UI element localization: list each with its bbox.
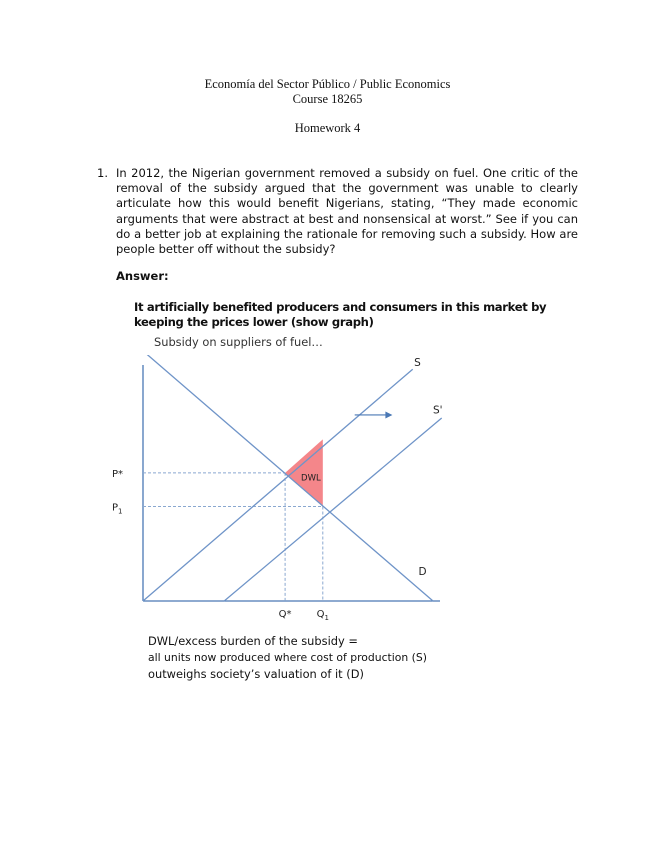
label-Q-star: Q* bbox=[278, 609, 292, 620]
note-line-3: outweighs society’s valuation of it (D) bbox=[148, 667, 364, 681]
answer-bold-text: It artificially benefited producers and consumers in this market by keeping the prices lower (show graph) bbox=[134, 300, 547, 330]
shift-arrow-head bbox=[385, 411, 392, 418]
label-D: D bbox=[418, 566, 427, 579]
label-P-star: P* bbox=[112, 468, 124, 480]
label-S: S bbox=[414, 357, 421, 370]
label-Q1-main: Q bbox=[316, 609, 325, 620]
homework-title: Homework 4 bbox=[294, 121, 361, 135]
label-Q1-sub: 1 bbox=[324, 614, 329, 622]
supply-curve bbox=[143, 369, 413, 601]
note-line-1: DWL/excess burden of the subsidy = bbox=[148, 634, 358, 648]
label-P1-sub: 1 bbox=[118, 507, 123, 516]
label-DWL: DWL bbox=[301, 473, 321, 484]
question-text: In 2012, the Nigerian government removed a subsidy on fuel. One critic of the removal of the subsidy argued that the government was unable to clearly articulate how this would benefit Nigerians, stating, “They made economic arguments that were abstract at best and nonsensical at worst.” See if you can do a better job at explaining the rationale for removing such a subsidy. How are people better off without the subsidy? bbox=[116, 166, 578, 257]
note-line-2: all units now produced where cost of production (S) bbox=[148, 650, 427, 664]
figure-caption: Subsidy on suppliers of fuel… bbox=[154, 335, 323, 349]
label-Q1 bbox=[317, 609, 329, 622]
course-title: Economía del Sector Público / Public Economics bbox=[204, 77, 451, 91]
subsidy-chart bbox=[110, 355, 450, 625]
question-number: 1. bbox=[97, 166, 108, 180]
answer-heading: Answer: bbox=[116, 269, 169, 283]
dwl-notes bbox=[148, 633, 468, 683]
label-P1-main: P bbox=[112, 502, 119, 514]
label-P1 bbox=[112, 502, 123, 515]
label-S-prime: S' bbox=[433, 404, 443, 417]
subsidized-supply-curve bbox=[224, 418, 442, 601]
course-number: Course 18265 bbox=[292, 92, 363, 106]
